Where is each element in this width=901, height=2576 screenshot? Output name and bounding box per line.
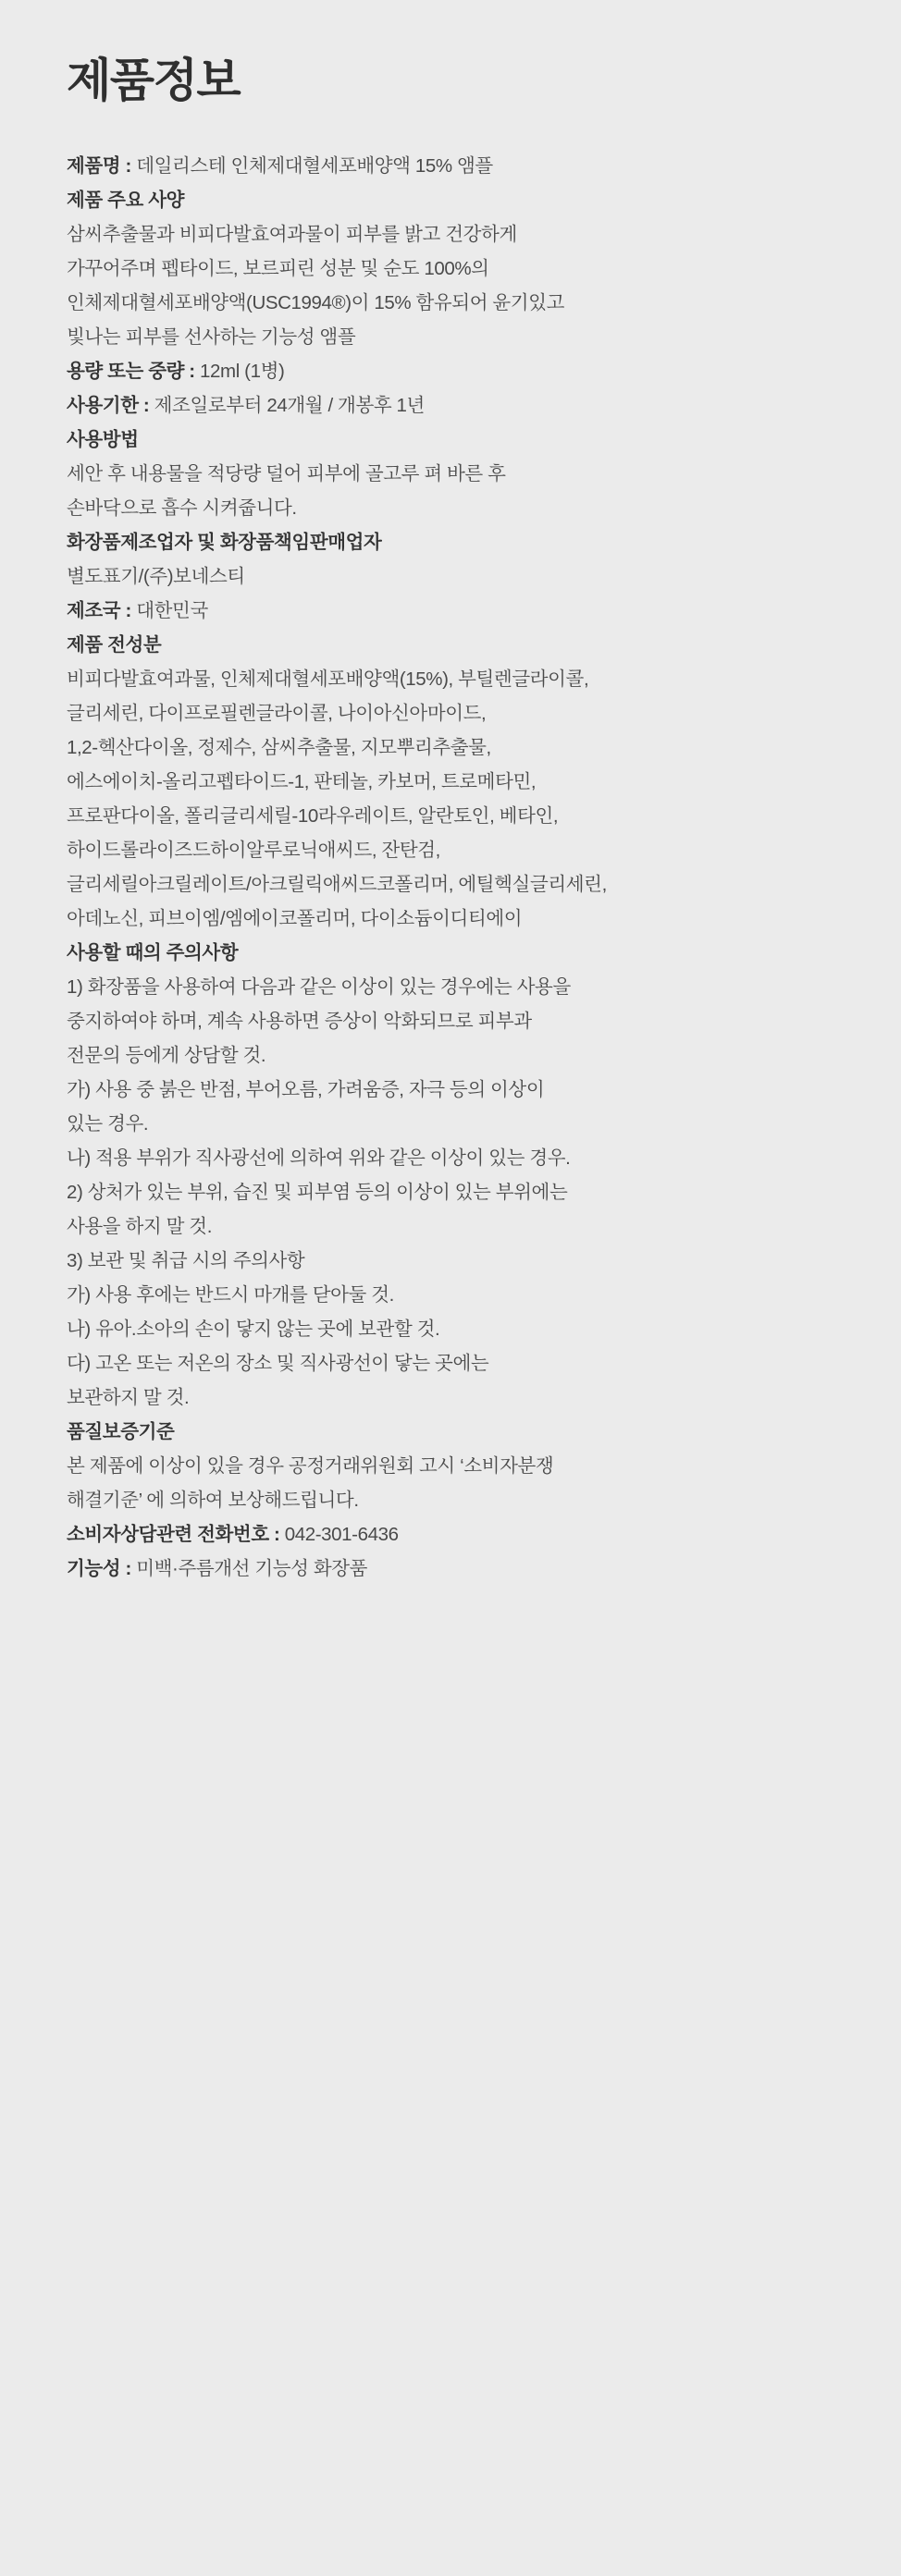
section-usage-precautions	[67, 936, 834, 1415]
usage-precautions-line: 1) 화장품을 사용하여 다음과 같은 이상이 있는 경우에는 사용을	[67, 976, 571, 998]
full-ingredients-line: 글리세린, 다이프로필렌글라이콜, 나이아신아마이드,	[67, 703, 487, 724]
main-specs-line: 삼씨추출물과 비피다발효여과물이 피부를 밝고 건강하게	[67, 224, 517, 245]
usage-precautions-line: 다) 고온 또는 저온의 장소 및 직사광선이 닿는 곳에는	[67, 1353, 489, 1374]
expiration-date-row	[67, 388, 834, 423]
section-functionality	[67, 1552, 834, 1586]
consumer-service-phone-value: 042-301-6436	[284, 1524, 399, 1545]
full-ingredients-line: 1,2-헥산다이올, 정제수, 삼씨추출물, 지모뿌리추출물,	[67, 737, 491, 758]
section-product-name	[67, 149, 834, 183]
consumer-service-phone-label: 소비자상담관련 전화번호 :	[67, 1524, 280, 1545]
volume-or-weight-row	[67, 354, 834, 388]
functionality-label: 기능성 :	[67, 1558, 131, 1579]
full-ingredients-line: 비피다발효여과물, 인체제대혈세포배양액(15%), 부틸렌글라이콜,	[67, 669, 589, 690]
section-expiration-date	[67, 388, 834, 423]
consumer-service-phone-row	[67, 1517, 834, 1552]
how-to-use-heading: 사용방법	[67, 429, 139, 450]
section-how-to-use	[67, 423, 834, 525]
usage-precautions-line: 전문의 등에게 상담할 것.	[67, 1045, 266, 1066]
full-ingredients-line: 글리세릴아크릴레이트/아크릴릭애씨드코폴리머, 에틸헥실글리세린,	[67, 874, 607, 895]
country-of-origin-row	[67, 594, 834, 628]
usage-precautions-line: 중지하여야 하며, 계속 사용하면 증상이 악화되므로 피부과	[67, 1011, 532, 1032]
functionality-value: 미백·주름개선 기능성 화장품	[136, 1558, 368, 1579]
full-ingredients-heading: 제품 전성분	[67, 634, 162, 656]
usage-precautions-line: 나) 유아.소아의 손이 닿지 않는 곳에 보관할 것.	[67, 1319, 440, 1340]
full-ingredients-line: 프로판다이올, 폴리글리세릴-10라우레이트, 알란토인, 베타인,	[67, 805, 559, 827]
section-consumer-service-phone	[67, 1517, 834, 1552]
manufacturer-and-responsible-seller-line: 별도표기/(주)보네스티	[67, 566, 245, 587]
main-specs-line: 빛나는 피부를 선사하는 기능성 앰플	[67, 326, 356, 348]
usage-precautions-line: 3) 보관 및 취급 시의 주의사항	[67, 1250, 305, 1271]
quality-assurance-standard-heading: 품질보증기준	[67, 1421, 175, 1442]
main-specs-line: 인체제대혈세포배양액(USC1994®)이 15% 함유되어 윤기있고	[67, 292, 565, 313]
functionality-row	[67, 1552, 834, 1586]
section-volume-or-weight	[67, 354, 834, 388]
usage-precautions-line: 나) 적용 부위가 직사광선에 의하여 위와 같은 이상이 있는 경우.	[67, 1147, 571, 1169]
main-specs-line: 가꾸어주며 펩타이드, 보르피린 성분 및 순도 100%의	[67, 258, 489, 279]
product-info-content	[67, 149, 834, 1586]
country-of-origin-label: 제조국 :	[67, 600, 131, 621]
volume-or-weight-label: 용량 또는 중량 :	[67, 361, 195, 382]
manufacturer-and-responsible-seller-heading: 화장품제조업자 및 화장품책임판매업자	[67, 532, 382, 553]
how-to-use-line: 손바닥으로 흡수 시켜줍니다.	[67, 497, 297, 519]
product-name-value: 데일리스테 인체제대혈세포배양액 15% 앰플	[136, 155, 493, 177]
product-name-row	[67, 149, 834, 183]
volume-or-weight-value: 12ml (1병)	[200, 361, 285, 382]
main-specs-heading: 제품 주요 사양	[67, 190, 185, 211]
how-to-use-line: 세안 후 내용물을 적당량 덜어 피부에 골고루 펴 바른 후	[67, 463, 506, 485]
page-title: 제품정보	[67, 55, 241, 106]
section-country-of-origin	[67, 594, 834, 628]
section-main-specs	[67, 183, 834, 354]
full-ingredients-line: 아데노신, 피브이엠/엠에이코폴리머, 다이소듐이디티에이	[67, 908, 523, 929]
usage-precautions-line: 가) 사용 후에는 반드시 마개를 닫아둘 것.	[67, 1284, 394, 1306]
country-of-origin-value: 대한민국	[136, 600, 208, 621]
usage-precautions-line: 가) 사용 중 붉은 반점, 부어오름, 가려움증, 자극 등의 이상이	[67, 1079, 545, 1100]
section-manufacturer-and-responsible-seller	[67, 525, 834, 594]
usage-precautions-line: 있는 경우.	[67, 1113, 149, 1135]
product-name-label: 제품명 :	[67, 155, 131, 177]
expiration-date-value: 제조일로부터 24개월 / 개봉후 1년	[154, 395, 425, 416]
full-ingredients-line: 하이드롤라이즈드하이알루로닉애씨드, 잔탄검,	[67, 840, 440, 861]
section-full-ingredients	[67, 628, 834, 936]
full-ingredients-line: 에스에이치-올리고펩타이드-1, 판테놀, 카보머, 트로메타민,	[67, 771, 537, 792]
expiration-date-label: 사용기한 :	[67, 395, 150, 416]
usage-precautions-heading: 사용할 때의 주의사항	[67, 942, 239, 963]
usage-precautions-line: 보관하지 말 것.	[67, 1387, 190, 1408]
quality-assurance-standard-line: 본 제품에 이상이 있을 경우 공정거래위원회 고시 ‘소비자분쟁	[67, 1455, 554, 1477]
usage-precautions-line: 2) 상처가 있는 부위, 습진 및 피부염 등의 이상이 있는 부위에는	[67, 1182, 568, 1203]
section-quality-assurance-standard	[67, 1415, 834, 1517]
quality-assurance-standard-line: 해결기준’ 에 의하여 보상해드립니다.	[67, 1490, 359, 1511]
usage-precautions-line: 사용을 하지 말 것.	[67, 1216, 213, 1237]
